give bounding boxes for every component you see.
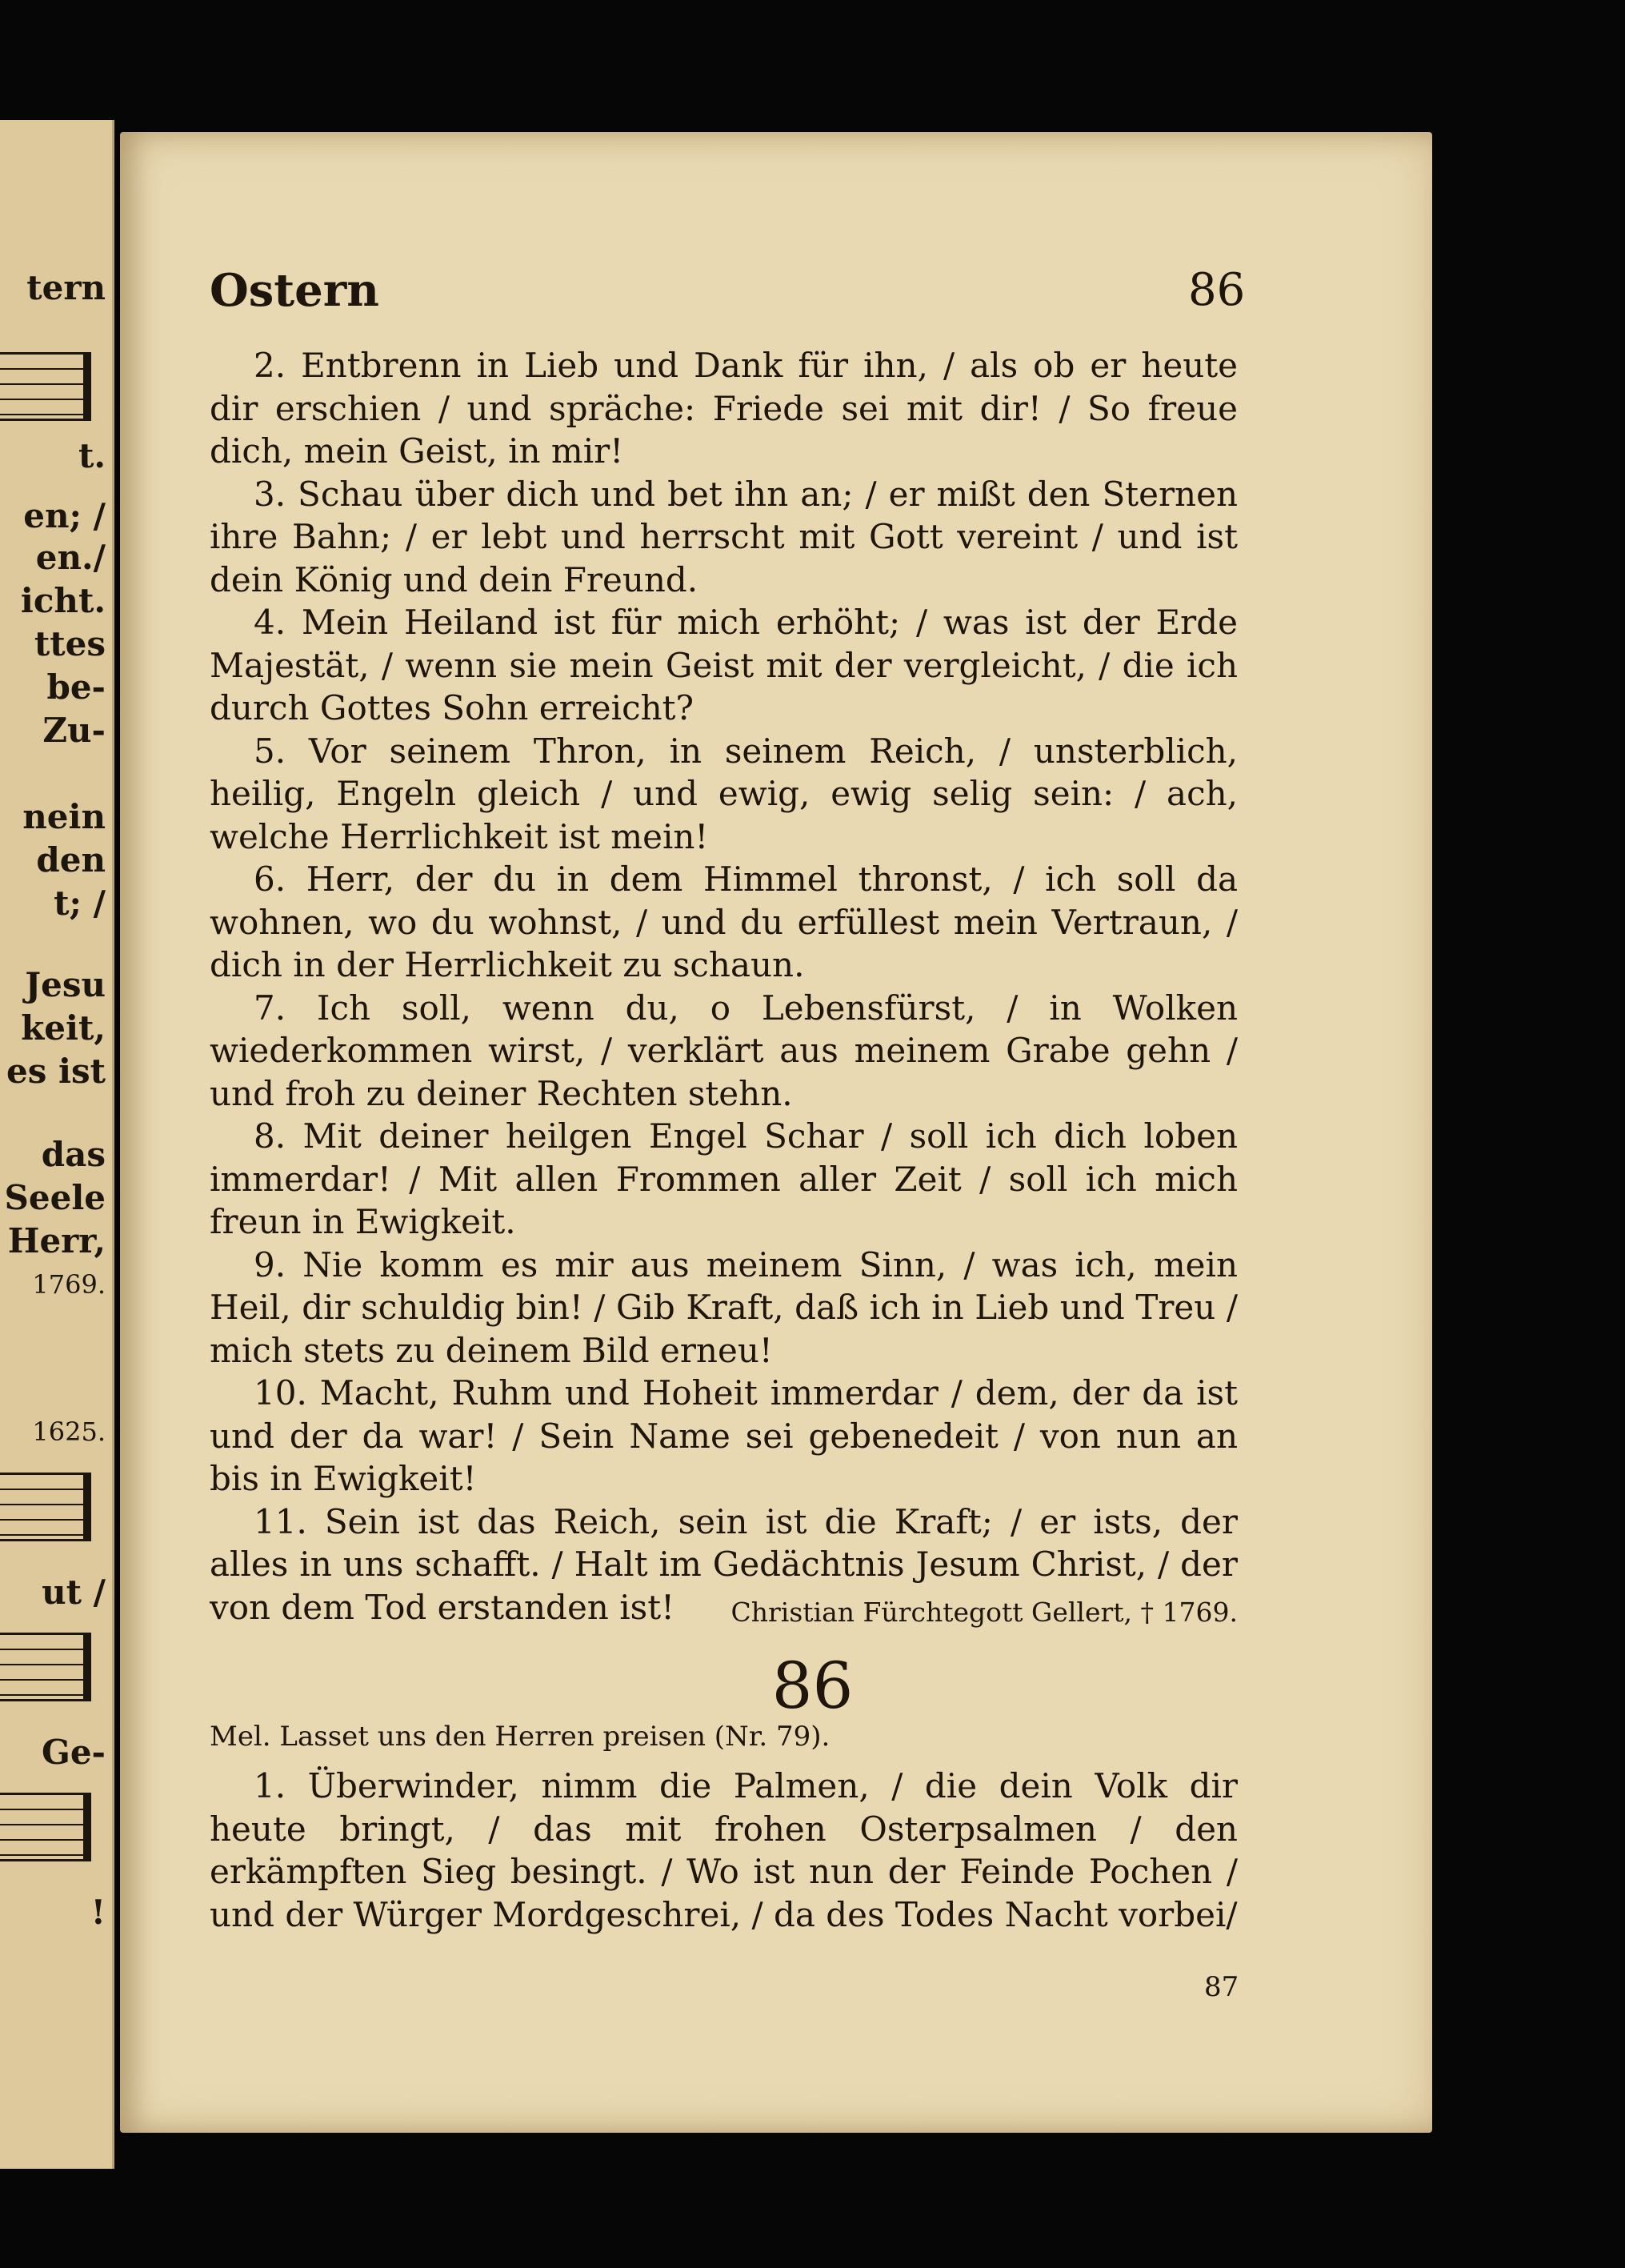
verse: 2. Entbrenn in Lieb und Dank für ihn, / als ob er heute dir erschien / und spräche: Friede sei mit dir! / So freue dich, mein Geist, in mir! [210,346,1238,471]
left-fragment: es ist [6,1052,106,1091]
left-fragment: keit, [21,1008,106,1048]
left-fragment: be- [46,667,106,707]
melody-reference: Mel. Lasset uns den Herren preisen (Nr. 79). [210,1721,831,1753]
left-fragment: ut / [42,1573,106,1612]
verse [210,1501,1238,1629]
hymn-number-header: 86 [1188,264,1246,316]
verse-text: 11. Sein ist das Reich, sein ist die Kraft; / er ists, der alles in uns schafft. / Halt im Gedächtnis Jesum Christ, / der von dem Tod erstanden ist! [210,1501,1238,1627]
left-fragment: tern [26,268,106,307]
verse: 4. Mein Heiland ist für mich erhöht; / was ist der Erde Majestät, / wenn sie mein Geist mit der vergleicht, / die ich durch Gottes Sohn erreicht? [210,603,1238,727]
verse: 9. Nie komm es mir aus meinem Sinn, / was ich, mein Heil, dir schuldig bin! / Gib Kraft, daß ich in Lieb und Treu / mich stets zu deinem Bild erneu! [210,1244,1238,1370]
hymn-85-verses [210,344,1238,1633]
verse: 7. Ich soll, wenn du, o Lebensfürst, / in Wolken wiederkommen wirst, / verklärt aus meinem Grabe gehn / und froh zu deiner Rechten stehn. [210,988,1238,1113]
left-fragment: icht. [20,581,106,620]
left-fragment: 1769. [32,1269,106,1300]
left-fragment: t; / [54,884,106,923]
left-fragment: Herr, [7,1221,106,1260]
author-credit: Christian Fürchtegott Gellert, † 1769. [730,1596,1238,1628]
music-staff [0,1473,88,1541]
left-page-edge [0,120,114,2169]
running-title: Ostern [210,264,380,317]
music-staff [0,352,88,421]
left-fragment: das [41,1135,106,1174]
left-fragment: en; / [23,496,106,535]
left-fragment: Jesu [25,965,106,1004]
verse: 3. Schau über dich und bet ihn an; / er mißt den Sternen ihre Bahn; / er lebt und herrscht mit Gott vereint / und ist dein König und dein Freund. [210,474,1238,599]
verse: 8. Mit deiner heilgen Engel Schar / soll ich dich loben immerdar! / Mit allen Frommen aller Zeit / soll ich mich freun in Ewigkeit. [210,1116,1238,1241]
left-fragment: t. [78,436,106,475]
left-fragment: en./ [35,538,106,577]
left-fragment: den [36,840,106,880]
hymn-number: 86 [771,1649,854,1723]
verse: 6. Herr, der du in dem Himmel thronst, / ich soll da wohnen, wo du wohnst, / und du erfüllest mein Vertraun, / dich in der Herrlichkeit zu schaun. [210,860,1238,984]
verse: 1. Überwinder, nimm die Palmen, / die dein Volk dir heute bringt, / das mit frohen Osterpsalmen / den erkämpften Sieg besingt. / Wo ist nun der Feinde Pochen / und der Würger Mordgeschrei, / da des Todes Nacht vorbei/ [210,1766,1238,1934]
verse: 10. Macht, Ruhm und Hoheit immerdar / dem, der da ist und der da war! / Sein Name sei gebenedeit / von nun an bis in Ewigkeit! [210,1373,1238,1498]
left-fragment: Ge- [41,1733,106,1772]
left-fragment: ttes [34,624,106,663]
left-fragment: Zu- [42,711,106,750]
left-fragment: 1625. [32,1416,106,1447]
page-number: 87 [1204,1971,1239,2003]
left-fragment: Seele [4,1178,106,1217]
left-fragment: ! [90,1893,106,1932]
verse: 5. Vor seinem Thron, in seinem Reich, / unsterblich, heilig, Engeln gleich / und ewig, ewig selig sein: / ach, welche Herrlichkeit ist mein! [210,731,1238,856]
music-staff [0,1793,88,1861]
left-fragment: nein [22,797,106,836]
hymn-86-verses [210,1765,1238,1936]
